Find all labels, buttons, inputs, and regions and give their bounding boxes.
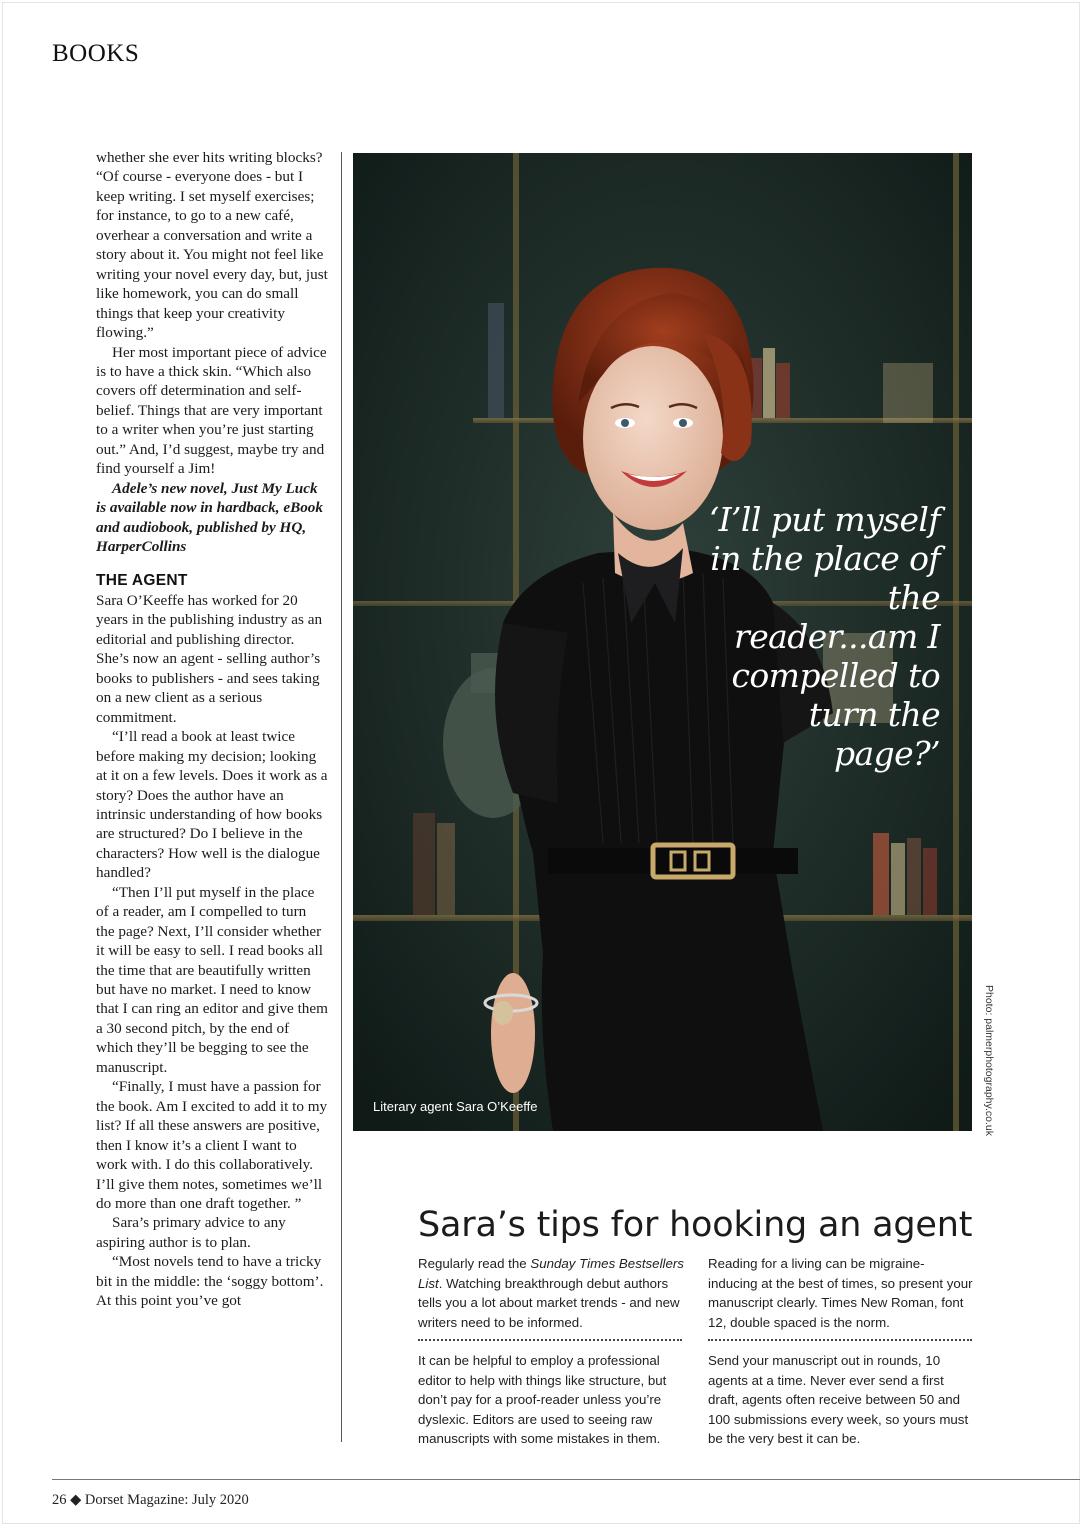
section-heading: BOOKS: [52, 40, 140, 67]
column-divider: [341, 152, 342, 1442]
article-paragraph: “Finally, I must have a passion for the book. Am I excited to add it to my list? If all these answers are positive, then I know it’s a client I want to work with. I do this collaboratively. I’ll give them notes, sometimes we’ll do more than one draft together. ”: [96, 1078, 328, 1213]
tip-item: It can be helpful to employ a professional editor to help with things like structure, but don’t pay for a proof-reader unless you’re dyslexic. Editors are used to seeing raw manuscripts with some mistakes in them.: [418, 1353, 667, 1446]
article-paragraph: “Most novels tend to have a tricky bit in the middle: the ‘soggy bottom’. At this point you’ve got: [96, 1253, 324, 1310]
article-paragraph: “Then I’ll put myself in the place of a reader, am I compelled to turn the page? Next, I’ll consider whether it will be easy to sell. I read books all the time that are beautifully written but have no market. I need to know that I can ring an editor and give them a 30 second pitch, by the end of which they’ll be begging to see the manuscript.: [96, 883, 328, 1076]
article-paragraph: Sara O’Keeffe has worked for 20 years in the publishing industry as an editorial and publishing director. She’s now an agent - selling author’s books to publishers - and sees taking on a new client as a serious commitment.: [96, 591, 323, 726]
dotted-divider: [708, 1339, 972, 1341]
tip-item: Send your manuscript out in rounds, 10 agents at a time. Never ever send a first draft, agents often receive between 50 and 100 submissions every week, so yours must be the very best it can be.: [708, 1353, 969, 1446]
tip-item: Reading for a living can be migraine-inducing at the best of times, so present your manuscript clearly. Times New Roman, font 12, double spaced is the norm.: [708, 1256, 973, 1330]
article-paragraph: whether she ever hits writing blocks? “Of course - everyone does - but I keep writing. I set myself exercises; for instance, to go to a new café, overhear a conversation and write a story about it. You might not feel like writing your novel every day, but, just like homework, you can do small things that keep your creativity flowing.”: [96, 149, 328, 342]
article-column: [96, 148, 328, 1311]
tips-title: Sara’s tips for hooking an agent: [418, 1205, 973, 1245]
article-paragraph: “I’ll read a book at least twice before making my decision; looking at it on a few levels. Does it work as a story? Does the author have an intrinsic understanding of how books are structured? Do I believe in the characters? How well is the dialogue handled?: [96, 728, 328, 882]
photo-credit-text: Photo: palmerphotography.co.uk: [983, 985, 995, 1136]
photo-caption: Literary agent Sara O’Keeffe: [373, 1099, 538, 1114]
tip-text: Regularly read the: [418, 1256, 531, 1271]
subhead-the-agent: THE AGENT: [96, 571, 188, 589]
tip-item: [418, 1254, 684, 1332]
book-credit: Adele’s new novel, Just My Luck is available now in hardback, eBook and audiobook, published by HQ, HarperCollins: [96, 479, 323, 556]
dotted-divider: [418, 1339, 682, 1341]
article-paragraph: Sara’s primary advice to any aspiring author is to plan.: [96, 1214, 286, 1251]
page-footer: 26 ◆ Dorset Magazine: July 2020: [52, 1492, 249, 1508]
tip-text-italic: Sunday Times Bestsellers List: [418, 1256, 684, 1291]
footer-rule: [52, 1479, 1080, 1480]
photo-credit: [983, 985, 995, 1135]
tip-text: . Watching breakthrough debut authors tells you a lot about market trends - and new writers need to be informed.: [418, 1275, 680, 1330]
article-paragraph: Her most important piece of advice is to have a thick skin. “Which also covers off determination and self-belief. Things that are very important to a writer when you’re just starting out.” And, I’d suggest, maybe try and find yourself a Jim!: [96, 343, 327, 478]
pull-quote: ‘I’ll put myself in the place of the reader...am I compelled to turn the page?’: [708, 500, 940, 773]
